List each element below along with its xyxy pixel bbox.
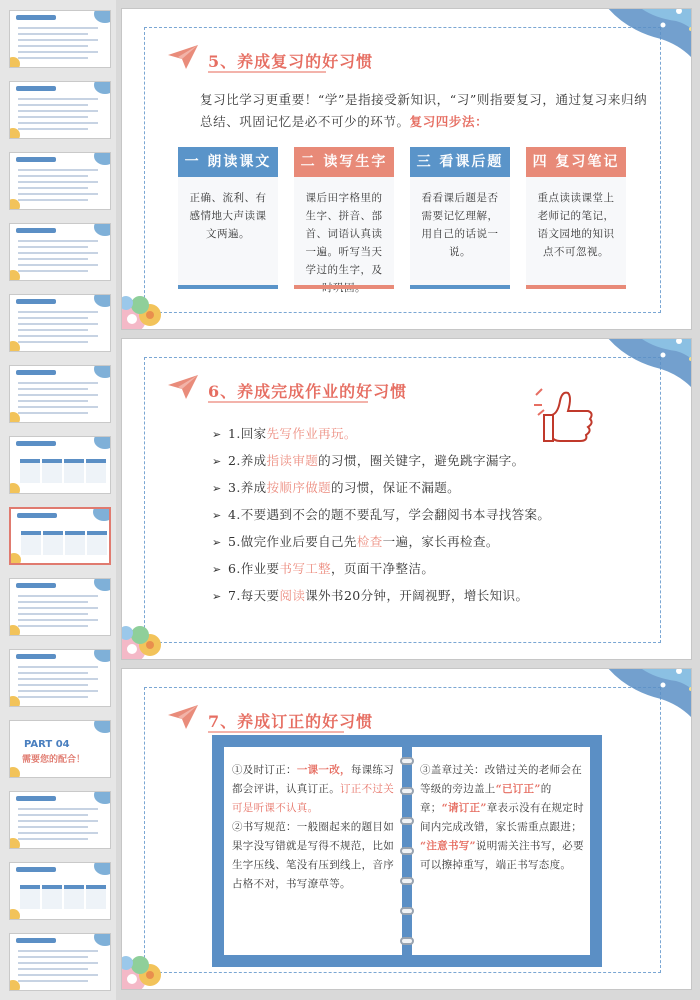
timely-correction-warning: 订正不过关可是听课不认真。 (232, 783, 394, 814)
item-text: 5.做完作业后要自己先 (228, 534, 357, 549)
slide-thumbnail[interactable] (9, 436, 111, 494)
step-bottom-bar (294, 285, 394, 289)
stamp-please-correct: “请订正” (441, 802, 487, 814)
step-bottom-bar (178, 285, 278, 289)
item-highlight: 先写作业再玩。 (266, 426, 357, 441)
homework-item (212, 556, 550, 583)
slide-review-habit[interactable] (121, 8, 692, 330)
homework-item (212, 502, 550, 529)
stamp-attention-writing: “注意书写” (420, 840, 476, 852)
homework-list (212, 421, 550, 610)
step-bottom-bar (410, 285, 510, 289)
item-highlight: 按顺序做题 (266, 480, 332, 495)
arrow-bullet-icon: ➢ (212, 455, 222, 468)
attention-writing-text: 说明需关注书写，必要可以擦掉重写，端正书写态度。 (420, 840, 584, 871)
timely-correction-highlight: 一课一改， (296, 764, 351, 776)
arrow-bullet-icon: ➢ (212, 536, 222, 549)
item-text-end: 一遍，家长再检查。 (382, 534, 499, 549)
slide-title: 5、养成复习的好习惯 (208, 52, 374, 71)
slide-thumbnail[interactable] (9, 152, 111, 210)
item-highlight: 检查 (356, 534, 383, 549)
step-bottom-bar (526, 285, 626, 289)
slide-thumbnail-panel (0, 0, 116, 1000)
intro-paragraph (200, 89, 660, 133)
arrow-bullet-icon: ➢ (212, 563, 222, 576)
part-label: PART 04 (24, 739, 70, 750)
homework-item (212, 583, 550, 610)
step-heading: 四 复习笔记 (526, 147, 626, 177)
slide-thumbnail[interactable] (9, 578, 111, 636)
step-description: 正确、流利、有感情地大声读课文两遍。 (189, 192, 267, 240)
step-heading: 三 看课后题 (410, 147, 510, 177)
homework-item (212, 448, 550, 475)
stamp-explain-text: 章表示没有在规定时间内完成改错，家长需重点跟进； (420, 802, 584, 833)
paper-plane-icon (168, 705, 198, 729)
binder-ring-icon (400, 847, 414, 855)
step-description: 重点读读课堂上老师记的笔记，语文园地的知识点不可忽视。 (537, 192, 615, 258)
title-underline (208, 71, 326, 73)
item-text-end: 的习惯，圈关键字，避免跳字漏字。 (318, 453, 525, 468)
slide-thumbnail[interactable] (9, 507, 111, 565)
review-step-card (410, 147, 510, 289)
binder-ring-icon (400, 907, 414, 915)
slide-title: 7、养成订正的好习惯 (208, 712, 374, 731)
item-text: 6.作业要 (228, 561, 280, 576)
notebook-right-page (412, 747, 590, 955)
step-heading: 二 读写生字 (294, 147, 394, 177)
binder-ring-icon (400, 877, 414, 885)
step-description: 课后田字格里的生字、拼音、部首、词语认真读一遍。听写当天学过的生字，及 (305, 192, 383, 276)
timely-correction-text: 每课练习都会评讲，认真订正。 (232, 764, 395, 795)
homework-item (212, 529, 550, 556)
item-highlight: 阅读 (279, 588, 306, 603)
binder-ring-icon (400, 937, 414, 945)
stamp-mid-text: 的章； (420, 783, 552, 814)
slide-thumbnail[interactable] (9, 223, 111, 281)
notebook-left-page (224, 747, 402, 955)
slide-thumbnail[interactable] (9, 791, 111, 849)
arrow-bullet-icon: ➢ (212, 509, 222, 522)
binder-ring-icon (400, 787, 414, 795)
slide-thumbnail[interactable] (9, 294, 111, 352)
homework-item (212, 421, 550, 448)
arrow-bullet-icon: ➢ (212, 590, 222, 603)
part-title: 需要您的配合！ (22, 755, 86, 765)
item-text-end: ，页面干净整洁。 (331, 561, 435, 576)
review-step-card (294, 147, 394, 289)
item-text: 4.不要遇到不会的题不要乱写，学会翻阅书本寻找答案。 (228, 507, 551, 522)
item-text: 7.每天要 (228, 588, 280, 603)
slide-thumbnail[interactable] (9, 862, 111, 920)
right-page-text (420, 761, 584, 875)
intro-highlight: 复习四步法： (409, 114, 489, 129)
slide-thumbnail[interactable] (9, 365, 111, 423)
binder-ring-icon (400, 817, 414, 825)
step-heading: 一 朗读课文 (178, 147, 278, 177)
title-underline (208, 731, 344, 733)
step-description: 看看课后题是否需要记忆理解，用自己的话说一说。 (421, 192, 499, 258)
item-text: 3.养成 (228, 480, 267, 495)
intro-text: 复习比学习更重要！“学”是指接受新知识，“习”则指要复习，通过复习来归纳总结、巩固记忆是必不可少的环节。 (200, 92, 648, 129)
item-text-end: 的习惯，保证不漏题。 (331, 480, 461, 495)
slide-homework-habit[interactable] (121, 338, 692, 660)
item-text: 1.回家 (228, 426, 267, 441)
timely-correction-label: ①及时订正： (232, 764, 297, 776)
item-highlight: 书写工整 (279, 561, 332, 576)
arrow-bullet-icon: ➢ (212, 482, 222, 495)
slide-thumbnail[interactable] (9, 933, 111, 991)
paper-plane-icon (168, 375, 198, 399)
review-step-card (526, 147, 626, 289)
slide-thumbnail[interactable] (9, 649, 111, 707)
item-text-end: 课外书20分钟，开阔视野，增长知识。 (305, 588, 529, 603)
left-page-text (232, 761, 396, 894)
item-text: 2.养成 (228, 453, 267, 468)
stamp-pass-label: ③盖章过关：改错过关的老师会在等级的旁边盖上 (420, 764, 582, 795)
review-step-card (178, 147, 278, 289)
slide-correction-habit[interactable] (121, 668, 692, 990)
arrow-bullet-icon: ➢ (212, 428, 222, 441)
binder-ring-icon (400, 757, 414, 765)
homework-item (212, 475, 550, 502)
slide-thumbnail[interactable] (9, 720, 111, 778)
item-highlight: 指读审题 (266, 453, 319, 468)
writing-standard-text: ②书写规范：一般圈起来的题目如果字没写错就是写得不规范，比如生字压线、笔没有压到线上，音序占格不对，书写潦草等。 (232, 821, 394, 890)
slide-thumbnail[interactable] (9, 10, 111, 68)
slide-title: 6、养成完成作业的好习惯 (208, 382, 408, 401)
notebook (212, 735, 602, 967)
slide-thumbnail[interactable] (9, 81, 111, 139)
paper-plane-icon (168, 45, 198, 69)
title-underline (208, 401, 368, 403)
stamp-corrected: “已订正” (495, 783, 541, 795)
